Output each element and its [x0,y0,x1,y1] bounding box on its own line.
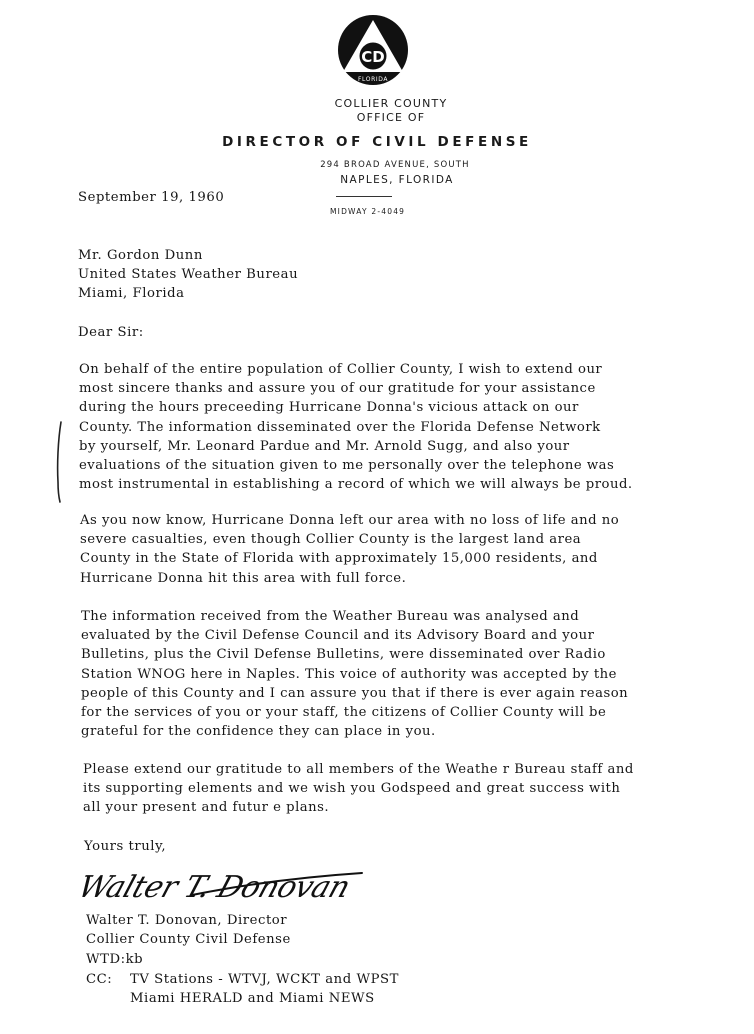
paragraph-line: people of this County and I can assure you that if there is ever again reason [81,685,629,701]
paragraph-line: most sincere thanks and assure you of our gratitude for your assistance [79,381,596,397]
paragraph-line: Please extend our gratitude to all members of the Weathe r Bureau staff and [83,762,634,777]
paragraph-line: grateful for the confidence they can place in you. [81,724,436,740]
paragraph-line: by yourself, Mr. Leonard Pardue and Mr. Arnold Sugg, and also your [79,438,570,454]
body-paragraph-4 [83,760,634,818]
paragraph-line: evaluated by the Civil Defense Council and its Advisory Board and your [81,628,595,644]
recipient-name: Mr. Gordon Dunn [78,248,203,263]
signer-org: Collier County Civil Defense [86,932,291,947]
recipient-org: United States Weather Bureau [78,267,299,282]
paragraph-line: The information received from the Weather Bureau was analysed and [81,609,580,624]
cc-line-1: TV Stations - WTVJ, WCKT and WPST [130,972,399,987]
paragraph-line: County in the State of Florida with approximately 15,000 residents, and [80,551,598,567]
paragraph-line: As you now know, Hurricane Donna left our area with no loss of life and no [80,513,620,528]
letterhead-office-of: OFFICE OF [356,111,426,124]
cc-label: CC: [86,972,113,987]
paragraph-line: Station WNOG here in Naples. This voice of authority was accepted by the [81,666,617,682]
paragraph-line: its supporting elements and we wish you Godspeed and great success with [83,781,621,797]
signer-name-title: Walter T. Donovan, Director [86,913,288,928]
body-paragraph-2 [80,511,619,588]
letterhead-phone: MIDWAY 2-4049 [330,207,406,216]
paragraph-line: severe casualties, even though Collier County is the largest land area [80,532,582,548]
letterhead-county: COLLIER COUNTY [334,97,448,110]
paragraph-line: County. The information disseminated over the Florida Defense Network [79,419,601,435]
handwritten-signature [72,855,372,917]
salutation: Dear Sir: [78,325,144,340]
recipient-city: Miami, Florida [78,286,185,301]
seal-state-text: FLORIDA [357,76,389,83]
handwritten-margin-mark [52,420,66,504]
paragraph-line: all your present and futur e plans. [83,800,330,816]
paragraph-line: for the services of you or your staff, the citizens of Collier County will be [81,705,607,721]
seal-text: CD [361,48,385,66]
letterhead-city: NAPLES, FLORIDA [340,174,454,186]
letter-date: September 19, 1960 [78,190,225,205]
closing: Yours truly, [84,839,167,854]
paragraph-line: Hurricane Donna hit this area with full force. [80,570,407,586]
body-paragraph-1 [79,360,633,494]
letterhead-address: 294 BROAD AVENUE, SOUTH [320,160,470,170]
paragraph-line: most instrumental in establishing a record of which we will always be proud. [79,477,633,493]
body-paragraph-3 [81,607,628,741]
paragraph-line: during the hours preceeding Hurricane Donna's vicious attack on our [79,400,579,416]
letterhead-title: DIRECTOR OF CIVIL DEFENSE [222,134,532,150]
letterhead-rule [336,196,392,197]
signature-text: Walter T. Donovan [73,869,355,905]
paragraph-line: evaluations of the situation given to me personally over the telephone was [79,458,615,474]
civil-defense-seal-logo [337,14,409,86]
cc-line-2: Miami HERALD and Miami NEWS [130,991,375,1006]
typist-initials: WTD:kb [86,952,144,967]
paragraph-line: On behalf of the entire population of Collier County, I wish to extend our [79,362,603,377]
paragraph-line: Bulletins, plus the Civil Defense Bulletins, were disseminated over Radio [81,647,606,663]
